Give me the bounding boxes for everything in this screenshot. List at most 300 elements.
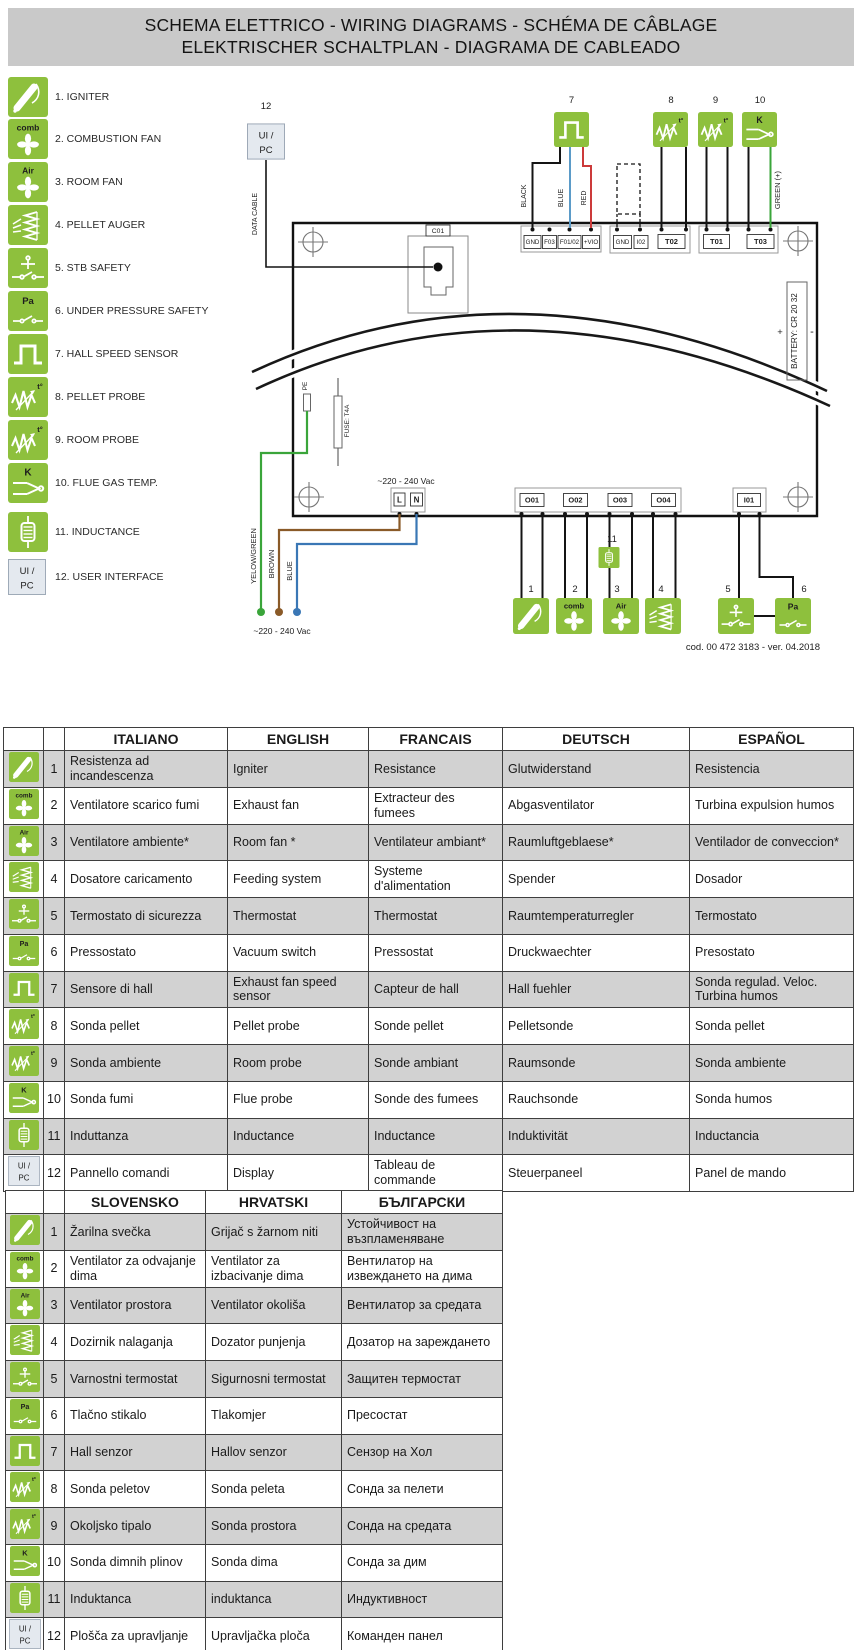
table-1-cell-r6c4: Presostato — [690, 934, 854, 971]
table-2-cell-r12c2: Команден панел — [342, 1618, 503, 1650]
svg-text:K: K — [24, 467, 32, 479]
fan-comb-icon — [556, 598, 592, 634]
row-number: 5 — [44, 898, 65, 935]
pin-t02: T02 — [665, 237, 678, 247]
table-1-cell-r3c4: Ventilador de conveccion* — [690, 824, 854, 861]
table-1-cell-r6c2: Pressostat — [369, 934, 503, 971]
ref-number-4: 4 — [658, 584, 664, 595]
legend-probe-tile — [8, 377, 48, 417]
pin-o04: O04 — [656, 495, 671, 505]
table-2-cell-r8c1: Sonda peleta — [206, 1471, 342, 1508]
battery-plus: + — [777, 327, 783, 338]
table-2-cell-r2c1: Ventilator za izbacivanje dima — [206, 1250, 342, 1287]
legend-item-10. — [8, 463, 158, 503]
legend-uipc-tile — [8, 559, 46, 595]
sensor-8-pellet-probe — [653, 112, 688, 147]
table-1-row-8 — [4, 1008, 854, 1045]
table-1-cell-r6c1: Vacuum switch — [228, 934, 369, 971]
svg-text:Pa: Pa — [22, 296, 34, 307]
svg-text:Pa: Pa — [20, 1402, 29, 1411]
table-2-header-blank — [6, 1191, 44, 1214]
legend-label-10.: 10. FLUE GAS TEMP. — [55, 477, 158, 489]
legend-label-1.: 1. IGNITER — [55, 91, 110, 103]
ref-number-2: 2 — [572, 584, 578, 595]
table-1-cell-r5c1: Thermostat — [228, 898, 369, 935]
table-1-row-6 — [4, 934, 854, 971]
table-1-row-1 — [4, 751, 854, 788]
table-1-cell-r7c2: Capteur de hall — [369, 971, 503, 1008]
table-1-cell-r12c2: Tableau de commande — [369, 1155, 503, 1192]
legend-item-1. — [8, 77, 110, 117]
table-1-cell-r4c3: Spender — [503, 861, 690, 898]
ui-pc-box — [247, 123, 285, 160]
flue-icon — [742, 112, 777, 147]
legend-auger-tile — [8, 205, 48, 245]
fan-air-icon — [8, 162, 48, 202]
table-2-cell-r8c2: Сонда за пелети — [342, 1471, 503, 1508]
table-2-cell-r8c0: Sonda peletov — [65, 1471, 206, 1508]
igniter-icon — [9, 752, 39, 782]
table-1-cell-r2c1: Exhaust fan — [228, 787, 369, 824]
table-1-row-11 — [4, 1118, 854, 1155]
output-3-room-fan — [603, 598, 639, 634]
document-code: cod. 00 472 3183 - ver. 04.2018 — [685, 642, 820, 653]
svg-text:t°: t° — [723, 117, 729, 125]
green-plus-wire-label: GREEN (+) — [773, 170, 782, 210]
table-2-cell-r2c0: Ventilator za odvajanje dima — [65, 1250, 206, 1287]
legend-item-8. — [8, 377, 146, 417]
svg-text:comb: comb — [563, 601, 585, 611]
hall-icon-cell — [6, 1434, 44, 1471]
legend-label-6.: 6. UNDER PRESSURE SAFETY — [55, 305, 209, 317]
sensor-7-hall — [554, 112, 589, 147]
table-1 — [3, 727, 854, 1192]
table-2-cell-r7c2: Сензор на Хол — [342, 1434, 503, 1471]
battery-label: BATTERY: CR 20 32 — [790, 293, 799, 369]
svg-text:Pa: Pa — [19, 939, 28, 948]
pe-terminal — [304, 394, 311, 411]
table-1-cell-r10c4: Sonda humos — [690, 1081, 854, 1118]
yellow-green-wire-label: YELOW/GREEN — [249, 528, 258, 584]
pa-icon — [9, 936, 39, 966]
legend-stb-tile — [8, 248, 48, 288]
brown-wire-label: BROWN — [267, 549, 276, 579]
table-2-cell-r5c0: Varnostni termostat — [65, 1361, 206, 1398]
table-1-cell-r5c4: Termostato — [690, 898, 854, 935]
ref-number-11: 11 — [607, 534, 617, 545]
table-1-header-2: FRANCAIS — [369, 728, 503, 751]
table-2-header-2: БЪЛГАРСКИ — [342, 1191, 503, 1214]
table-2-cell-r5c2: Защитен термостат — [342, 1361, 503, 1398]
probe-icon — [9, 1046, 39, 1076]
sensor-9-room-probe — [698, 112, 733, 147]
table-2 — [5, 1190, 503, 1650]
row-number: 10 — [44, 1081, 65, 1118]
table-2-row-2 — [6, 1250, 503, 1287]
output-2-combustion-fan — [556, 598, 592, 634]
row-number: 9 — [44, 1508, 65, 1545]
battery-minus: - — [810, 326, 814, 338]
row-number: 8 — [44, 1471, 65, 1508]
svg-text:K: K — [20, 1085, 27, 1095]
mains-voltage-top: ~220 - 240 Vac — [377, 476, 435, 486]
table-1-cell-r8c4: Sonda pellet — [690, 1008, 854, 1045]
table-1-cell-r11c2: Inductance — [369, 1118, 503, 1155]
flue-icon-cell — [4, 1081, 44, 1118]
mounting-hole — [783, 226, 813, 256]
ref-number-7: 7 — [568, 95, 575, 106]
output-4-pellet-auger — [645, 598, 681, 634]
svg-text:Air: Air — [22, 165, 34, 176]
table-2-cell-r4c2: Дозатор на зареждането — [342, 1324, 503, 1361]
hall-icon — [8, 334, 48, 374]
flue-icon — [8, 463, 48, 503]
table-2-cell-r6c2: Пресостат — [342, 1397, 503, 1434]
inductance-icon — [8, 512, 48, 552]
fan-air-icon — [10, 1289, 40, 1319]
row-number: 11 — [44, 1581, 65, 1618]
legend-item-5. — [8, 248, 131, 288]
table-2-cell-r6c1: Tlakomjer — [206, 1397, 342, 1434]
row-number: 2 — [44, 1250, 65, 1287]
igniter-icon — [10, 1215, 40, 1245]
table-2-cell-r9c1: Sonda prostora — [206, 1508, 342, 1545]
probe-icon — [10, 1472, 40, 1502]
table-2-row-4 — [6, 1324, 503, 1361]
ref-number-6: 6 — [801, 584, 807, 595]
legend-label-4.: 4. PELLET AUGER — [55, 219, 146, 231]
table-1-cell-r9c0: Sonda ambiente — [65, 1045, 228, 1082]
row-number: 7 — [44, 1434, 65, 1471]
table-2-header-blank — [44, 1191, 65, 1214]
table-1-cell-r9c3: Raumsonde — [503, 1045, 690, 1082]
pin-o01: O01 — [524, 495, 540, 505]
fan-comb-icon-cell — [6, 1250, 44, 1287]
table-1-cell-r10c2: Sonde des fumees — [369, 1081, 503, 1118]
pa-icon — [8, 291, 48, 331]
svg-text:K: K — [21, 1548, 28, 1558]
table-1-cell-r12c4: Panel de mando — [690, 1155, 854, 1192]
legend-label-5.: 5. STB SAFETY — [55, 262, 131, 274]
table-1-cell-r1c0: Resistenza ad incandescenza — [65, 751, 228, 788]
table-2-row-5 — [6, 1361, 503, 1398]
pin-vio: +VIO — [583, 239, 599, 247]
row-number: 4 — [44, 861, 65, 898]
svg-text:comb: comb — [15, 792, 32, 800]
table-1-header-3: DEUTSCH — [503, 728, 690, 751]
table-1-cell-r7c4: Sonda regulad. Veloc. Turbina humos — [690, 971, 854, 1008]
svg-text:t°: t° — [30, 1051, 35, 1057]
inductance-icon — [598, 547, 620, 568]
table-2-row-6 — [6, 1397, 503, 1434]
svg-text:t°: t° — [30, 1014, 35, 1021]
pa-icon-cell — [4, 934, 44, 971]
row-number: 7 — [44, 971, 65, 1008]
legend-pa-tile — [8, 291, 48, 331]
svg-text:UI /: UI / — [17, 1161, 30, 1171]
pin-f03: F03 — [544, 239, 555, 247]
mains-voltage-bottom: ~220 - 240 Vac — [253, 626, 311, 636]
table-1-row-12 — [4, 1155, 854, 1192]
ui-pc-icon — [8, 559, 46, 595]
svg-text:Pa: Pa — [787, 601, 799, 612]
row-number: 12 — [44, 1618, 65, 1650]
red-wire-label: RED — [581, 190, 588, 206]
stb-icon-cell — [6, 1361, 44, 1398]
inductance-icon-cell — [4, 1118, 44, 1155]
cable-arcs — [252, 314, 830, 406]
legend-probe-tile — [8, 420, 48, 460]
legend-label-8.: 8. PELLET PROBE — [55, 391, 146, 403]
fan-comb-icon — [9, 789, 39, 819]
legend-fan-comb-tile — [8, 119, 48, 159]
table-1-cell-r6c3: Druckwaechter — [503, 934, 690, 971]
probe-icon — [8, 420, 48, 460]
pin-gnd-2: GND — [615, 239, 630, 247]
svg-text:Air: Air — [20, 1292, 29, 1300]
flue-icon — [9, 1083, 39, 1113]
legend-item-4. — [8, 205, 146, 245]
fan-comb-icon — [10, 1252, 40, 1282]
auger-icon — [9, 862, 39, 892]
table-1-cell-r8c2: Sonde pellet — [369, 1008, 503, 1045]
svg-text:t°: t° — [678, 117, 684, 125]
sensor-10-flue-probe — [742, 112, 777, 147]
table-1-cell-r3c3: Raumluftgeblaese* — [503, 824, 690, 861]
optional-dashed-connection — [617, 164, 640, 227]
table-1-cell-r8c3: Pelletsonde — [503, 1008, 690, 1045]
table-1-cell-r9c4: Sonda ambiente — [690, 1045, 854, 1082]
flue-icon-cell — [6, 1544, 44, 1581]
fan-air-icon — [9, 826, 39, 856]
sensor-wires — [533, 147, 771, 228]
svg-text:t°: t° — [37, 425, 43, 434]
table-1-cell-r2c2: Extracteur des fumees — [369, 787, 503, 824]
table-1-row-9 — [4, 1045, 854, 1082]
table-2-cell-r9c2: Сонда на средата — [342, 1508, 503, 1545]
probe-icon-cell — [4, 1045, 44, 1082]
fan-comb-icon-cell — [4, 787, 44, 824]
blue-wire-label: BLUE — [558, 188, 565, 208]
table-1-row-5 — [4, 898, 854, 935]
svg-text:K: K — [756, 114, 763, 125]
table-1-cell-r10c1: Flue probe — [228, 1081, 369, 1118]
row-number: 6 — [44, 1397, 65, 1434]
table-2-cell-r3c1: Ventilator okoliša — [206, 1287, 342, 1324]
table-1-cell-r9c1: Room probe — [228, 1045, 369, 1082]
legend-inductance-tile — [8, 512, 48, 552]
table-2-row-3 — [6, 1287, 503, 1324]
ref-number-1: 1 — [528, 584, 534, 595]
legend-item-6. — [8, 291, 209, 331]
black-wire-label: BLACK — [521, 184, 528, 208]
table-2-cell-r4c1: Dozator punjenja — [206, 1324, 342, 1361]
table-1-header-4: ESPAÑOL — [690, 728, 854, 751]
table-2-header-0: SLOVENSKO — [65, 1191, 206, 1214]
stb-icon — [9, 899, 39, 929]
mounting-hole — [298, 227, 328, 257]
legend-item-2. — [8, 119, 162, 159]
table-1-row-3 — [4, 824, 854, 861]
table-2-header-1: HRVATSKI — [206, 1191, 342, 1214]
table-2-cell-r12c0: Plošča za upravljanje — [65, 1618, 206, 1650]
probe-icon — [653, 112, 688, 147]
probe-icon — [9, 1009, 39, 1039]
ui-pc-icon — [8, 1156, 40, 1186]
table-1-cell-r1c4: Resistencia — [690, 751, 854, 788]
hall-icon — [9, 973, 39, 1003]
auger-icon-cell — [4, 861, 44, 898]
table-1-cell-r12c3: Steuerpaneel — [503, 1155, 690, 1192]
table-1-cell-r9c2: Sonde ambiant — [369, 1045, 503, 1082]
probe-icon-cell — [4, 1008, 44, 1045]
table-1-header-0: ITALIANO — [65, 728, 228, 751]
svg-text:t°: t° — [31, 1514, 36, 1520]
table-1-cell-r5c3: Raumtemperaturregler — [503, 898, 690, 935]
uipc-icon-cell — [4, 1155, 44, 1192]
table-1-row-4 — [4, 861, 854, 898]
auger-icon-cell — [6, 1324, 44, 1361]
table-1-header-blank — [44, 728, 65, 751]
table-2-cell-r10c2: Сонда за дим — [342, 1544, 503, 1581]
legend-label-3.: 3. ROOM FAN — [55, 176, 123, 188]
table-1-cell-r12c1: Display — [228, 1155, 369, 1192]
inductance-icon — [9, 1120, 39, 1150]
table-1-cell-r4c0: Dosatore caricamento — [65, 861, 228, 898]
flue-icon — [10, 1546, 40, 1576]
table-1-cell-r4c4: Dosador — [690, 861, 854, 898]
table-1-cell-r12c0: Pannello comandi — [65, 1155, 228, 1192]
table-1-cell-r5c2: Thermostat — [369, 898, 503, 935]
row-number: 11 — [44, 1118, 65, 1155]
svg-text:PC: PC — [19, 1636, 30, 1646]
stb-icon — [8, 248, 48, 288]
table-2-row-12 — [6, 1618, 503, 1650]
table-2-cell-r7c0: Hall senzor — [65, 1434, 206, 1471]
table-2-cell-r4c0: Dozirnik nalaganja — [65, 1324, 206, 1361]
row-number: 1 — [44, 751, 65, 788]
pin-t03: T03 — [754, 237, 767, 247]
stb-icon — [718, 598, 754, 634]
row-number: 12 — [44, 1155, 65, 1192]
page-title-line-1: SCHEMA ELETTRICO - WIRING DIAGRAMS - SCHÉMA DE CÂBLAGE — [144, 15, 718, 36]
table-1-cell-r5c0: Termostato di sicurezza — [65, 898, 228, 935]
table-1-cell-r10c3: Rauchsonde — [503, 1081, 690, 1118]
ref-number-9: 9 — [712, 95, 719, 106]
row-number: 2 — [44, 787, 65, 824]
svg-text:comb: comb — [16, 1255, 33, 1263]
stb-icon — [10, 1362, 40, 1392]
probe-icon — [698, 112, 733, 147]
ui-pc-icon — [247, 123, 285, 160]
table-1-cell-r11c4: Inductancia — [690, 1118, 854, 1155]
fuse-label: FUSE: T4A — [344, 404, 351, 438]
legend-fan-air-tile — [8, 162, 48, 202]
pa-icon — [10, 1399, 40, 1429]
pa-icon-cell — [6, 1397, 44, 1434]
mounting-hole — [294, 482, 324, 512]
igniter-icon — [8, 77, 48, 117]
svg-text:t°: t° — [37, 382, 43, 391]
table-2-cell-r1c0: Žarilna svečka — [65, 1214, 206, 1251]
legend-item-9. — [8, 420, 140, 460]
pin-gnd: GND — [525, 239, 540, 247]
legend-label-2.: 2. COMBUSTION FAN — [55, 133, 162, 145]
inductance-icon — [10, 1583, 40, 1613]
ref-number-3: 3 — [614, 584, 620, 595]
auger-icon — [645, 598, 681, 634]
legend-item-7. — [8, 334, 179, 374]
table-2-cell-r7c1: Hallov senzor — [206, 1434, 342, 1471]
igniter-icon-cell — [4, 751, 44, 788]
table-2-cell-r10c1: Sonda dima — [206, 1544, 342, 1581]
ref-number-12: 12 — [260, 101, 272, 112]
table-1-cell-r11c0: Induttanza — [65, 1118, 228, 1155]
table-1-cell-r8c0: Sonda pellet — [65, 1008, 228, 1045]
row-number: 5 — [44, 1361, 65, 1398]
terminal-n: N — [413, 495, 420, 505]
fan-air-icon — [603, 598, 639, 634]
table-1-cell-r2c4: Turbina expulsion humos — [690, 787, 854, 824]
svg-text:PC: PC — [259, 144, 273, 156]
table-1-cell-r11c3: Induktivität — [503, 1118, 690, 1155]
page-title-line-2: ELEKTRISCHER SCHALTPLAN - DIAGRAMA DE CABLEADO — [181, 37, 681, 57]
table-1-cell-r7c3: Hall fuehler — [503, 971, 690, 1008]
pin-o02: O02 — [568, 495, 583, 505]
table-1-row-10 — [4, 1081, 854, 1118]
table-2-cell-r10c0: Sonda dimnih plinov — [65, 1544, 206, 1581]
table-2-cell-r1c1: Grijač s žarnom niti — [206, 1214, 342, 1251]
table-1-cell-r1c2: Resistance — [369, 751, 503, 788]
table-1-row-7 — [4, 971, 854, 1008]
ref-number-8: 8 — [668, 95, 674, 106]
table-1-cell-r3c1: Room fan * — [228, 824, 369, 861]
svg-text:PC: PC — [20, 580, 34, 592]
table-1-cell-r1c1: Igniter — [228, 751, 369, 788]
terminal-l: L — [397, 495, 402, 505]
legend-label-11.: 11. INDUCTANCE — [55, 526, 140, 538]
table-2-cell-r11c2: Индуктивност — [342, 1581, 503, 1618]
pe-label: PE — [302, 381, 309, 391]
table-2-cell-r11c0: Induktanca — [65, 1581, 206, 1618]
row-number: 3 — [44, 1287, 65, 1324]
pin-i02: I02 — [636, 239, 646, 247]
table-1-cell-r8c1: Pellet probe — [228, 1008, 369, 1045]
probe-icon-cell — [6, 1471, 44, 1508]
table-1-cell-r1c3: Glutwiderstand — [503, 751, 690, 788]
svg-text:UI /: UI / — [19, 566, 35, 578]
ref-number-10: 10 — [754, 95, 766, 106]
pin-t01: T01 — [710, 237, 723, 247]
mounting-hole — [783, 482, 813, 512]
svg-text:Air: Air — [615, 601, 627, 611]
ref-number-5: 5 — [725, 584, 731, 595]
output-1-igniter — [513, 598, 549, 634]
row-number: 10 — [44, 1544, 65, 1581]
table-1-header-1: ENGLISH — [228, 728, 369, 751]
stb-icon-cell — [4, 898, 44, 935]
svg-text:t°: t° — [31, 1477, 36, 1484]
row-number: 6 — [44, 934, 65, 971]
table-2-row-11 — [6, 1581, 503, 1618]
input-6-pressure-safety — [775, 598, 811, 634]
table-1-row-2 — [4, 787, 854, 824]
hall-icon — [554, 112, 589, 147]
legend-item-11. — [8, 512, 140, 552]
legend-item-12. — [8, 557, 164, 597]
table-1-cell-r11c1: Inductance — [228, 1118, 369, 1155]
table-2-cell-r11c1: induktanca — [206, 1581, 342, 1618]
